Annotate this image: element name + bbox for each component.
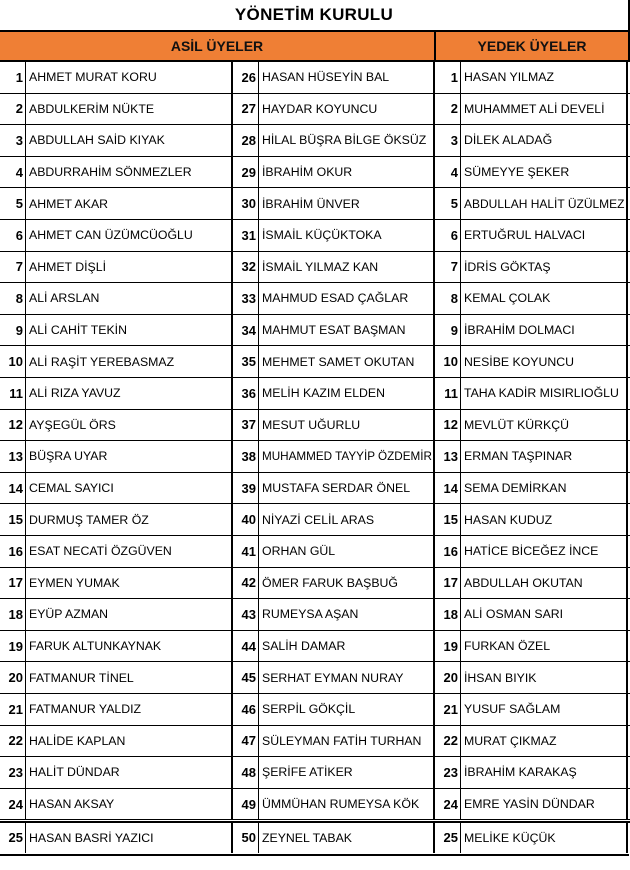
asil-left-member-number: 21: [0, 694, 26, 725]
yedek-member-name: ALİ OSMAN SARI: [461, 599, 628, 630]
asil-left-member-name: ABDURRAHİM SÖNMEZLER: [26, 157, 233, 188]
asil-left-member-name: FATMANUR YALDIZ: [26, 694, 233, 725]
asil-right-member-name: SALİH DAMAR: [259, 631, 435, 662]
table-row: [0, 378, 630, 410]
asil-right-member-name: SÜLEYMAN FATİH TURHAN: [259, 726, 435, 757]
asil-left-member-name: FARUK ALTUNKAYNAK: [26, 631, 233, 662]
asil-left-member-number: 5: [0, 188, 26, 219]
yedek-member-name: İDRİS GÖKTAŞ: [461, 252, 628, 283]
yedek-member-number: 5: [435, 188, 461, 219]
table-row: [0, 568, 630, 600]
yedek-member-name: İBRAHİM DOLMACI: [461, 315, 628, 346]
asil-left-member-name: ALİ CAHİT TEKİN: [26, 315, 233, 346]
yedek-member-number: 1: [435, 62, 461, 93]
yedek-member-number: 11: [435, 378, 461, 409]
table-row: [0, 694, 630, 726]
asil-left-member-number: 4: [0, 157, 26, 188]
yedek-member-name: SEMA DEMİRKAN: [461, 473, 628, 504]
asil-left-member-number: 24: [0, 789, 26, 820]
asil-right-member-number: 39: [233, 473, 259, 504]
asil-left-member-number: 15: [0, 504, 26, 535]
yedek-member-name: HASAN KUDUZ: [461, 504, 628, 535]
asil-right-member-number: 49: [233, 789, 259, 820]
table-row: [0, 631, 630, 663]
table-row: [0, 157, 630, 189]
asil-left-member-number: 1: [0, 62, 26, 93]
yedek-member-name: ABDULLAH HALİT ÜZÜLMEZ: [461, 188, 628, 219]
asil-right-member-number: 48: [233, 757, 259, 788]
asil-right-member-name: MUHAMMED TAYYİP ÖZDEMİR: [259, 441, 435, 472]
yedek-member-name: İBRAHİM KARAKAŞ: [461, 757, 628, 788]
asil-left-member-name: AYŞEGÜL ÖRS: [26, 410, 233, 441]
asil-left-member-number: 16: [0, 536, 26, 567]
asil-left-member-number: 25: [0, 823, 26, 853]
table-row: [0, 62, 630, 94]
asil-right-member-number: 42: [233, 568, 259, 599]
asil-right-member-number: 29: [233, 157, 259, 188]
yedek-member-name: İHSAN BIYIK: [461, 662, 628, 693]
yedek-member-name: SÜMEYYE ŞEKER: [461, 157, 628, 188]
asil-right-member-number: 50: [233, 823, 259, 853]
asil-left-member-number: 9: [0, 315, 26, 346]
asil-left-member-name: ESAT NECATİ ÖZGÜVEN: [26, 536, 233, 567]
asil-left-member-name: DURMUŞ TAMER ÖZ: [26, 504, 233, 535]
asil-right-member-name: MAHMUT ESAT BAŞMAN: [259, 315, 435, 346]
asil-left-member-name: AHMET DİŞLİ: [26, 252, 233, 283]
asil-right-member-name: İBRAHİM OKUR: [259, 157, 435, 188]
asil-left-member-number: 2: [0, 94, 26, 125]
asil-left-member-number: 11: [0, 378, 26, 409]
yedek-member-number: 10: [435, 346, 461, 377]
asil-right-member-name: MEHMET SAMET OKUTAN: [259, 346, 435, 377]
yedek-member-number: 18: [435, 599, 461, 630]
yedek-member-name: NESİBE KOYUNCU: [461, 346, 628, 377]
table-row: [0, 441, 630, 473]
asil-right-member-number: 44: [233, 631, 259, 662]
yedek-member-name: DİLEK ALADAĞ: [461, 125, 628, 156]
yedek-member-number: 20: [435, 662, 461, 693]
asil-right-member-name: İSMAİL YILMAZ KAN: [259, 252, 435, 283]
table-row: [0, 410, 630, 442]
asil-left-member-number: 20: [0, 662, 26, 693]
asil-left-member-number: 7: [0, 252, 26, 283]
asil-right-member-name: ÖMER FARUK BAŞBUĞ: [259, 568, 435, 599]
asil-right-member-name: HAYDAR KOYUNCU: [259, 94, 435, 125]
asil-right-member-number: 34: [233, 315, 259, 346]
yedek-member-name: FURKAN ÖZEL: [461, 631, 628, 662]
asil-left-member-name: HASAN BASRİ YAZICI: [26, 823, 233, 853]
asil-left-member-name: FATMANUR TİNEL: [26, 662, 233, 693]
yedek-member-name: ABDULLAH OKUTAN: [461, 568, 628, 599]
asil-left-member-name: EYÜP AZMAN: [26, 599, 233, 630]
yedek-member-name: MUHAMMET ALİ DEVELİ: [461, 94, 628, 125]
yedek-member-number: 8: [435, 283, 461, 314]
yedek-member-number: 3: [435, 125, 461, 156]
yedek-member-number: 16: [435, 536, 461, 567]
asil-right-member-name: MELİH KAZIM ELDEN: [259, 378, 435, 409]
asil-right-member-name: NİYAZİ CELİL ARAS: [259, 504, 435, 535]
table-row: [0, 315, 630, 347]
asil-left-member-name: CEMAL SAYICI: [26, 473, 233, 504]
asil-right-member-name: MESUT UĞURLU: [259, 410, 435, 441]
yedek-member-number: 14: [435, 473, 461, 504]
asil-right-member-number: 33: [233, 283, 259, 314]
asil-left-member-name: ALİ RAŞİT YEREBASMAZ: [26, 346, 233, 377]
table-row: [0, 662, 630, 694]
asil-right-member-number: 40: [233, 504, 259, 535]
asil-left-member-number: 18: [0, 599, 26, 630]
asil-right-member-number: 30: [233, 188, 259, 219]
asil-right-member-number: 41: [233, 536, 259, 567]
asil-left-member-number: 13: [0, 441, 26, 472]
asil-right-member-number: 43: [233, 599, 259, 630]
yedek-member-name: HASAN YILMAZ: [461, 62, 628, 93]
asil-left-member-name: HALİT DÜNDAR: [26, 757, 233, 788]
table-row: [0, 220, 630, 252]
asil-left-member-name: AHMET AKAR: [26, 188, 233, 219]
asil-left-member-number: 10: [0, 346, 26, 377]
yedek-member-name: HATİCE BİCEĞEZ İNCE: [461, 536, 628, 567]
yedek-member-number: 24: [435, 789, 461, 820]
asil-left-member-number: 23: [0, 757, 26, 788]
asil-left-member-name: AHMET CAN ÜZÜMCÜOĞLU: [26, 220, 233, 251]
asil-right-member-number: 35: [233, 346, 259, 377]
yedek-member-name: MURAT ÇIKMAZ: [461, 726, 628, 757]
asil-right-member-name: İSMAİL KÜÇÜKTOKA: [259, 220, 435, 251]
table-row: [0, 504, 630, 536]
asil-left-member-number: 17: [0, 568, 26, 599]
asil-left-member-number: 22: [0, 726, 26, 757]
yedek-member-number: 4: [435, 157, 461, 188]
asil-right-member-name: SERHAT EYMAN NURAY: [259, 662, 435, 693]
table-row: [0, 821, 630, 853]
yedek-member-number: 13: [435, 441, 461, 472]
asil-left-member-name: EYMEN YUMAK: [26, 568, 233, 599]
asil-left-member-number: 19: [0, 631, 26, 662]
yedek-member-number: 17: [435, 568, 461, 599]
asil-right-member-name: İBRAHİM ÜNVER: [259, 188, 435, 219]
asil-right-member-number: 46: [233, 694, 259, 725]
yedek-member-number: 25: [435, 823, 461, 853]
table-row: [0, 188, 630, 220]
yedek-member-name: MEVLÜT KÜRKÇÜ: [461, 410, 628, 441]
asil-right-member-number: 27: [233, 94, 259, 125]
yedek-member-name: MELİKE KÜÇÜK: [461, 823, 628, 853]
page-title: YÖNETİM KURULU: [0, 0, 630, 30]
asil-left-member-name: AHMET MURAT KORU: [26, 62, 233, 93]
yedek-member-number: 22: [435, 726, 461, 757]
table-row: [0, 789, 630, 821]
table-row: [0, 94, 630, 126]
yedek-member-number: 19: [435, 631, 461, 662]
yedek-member-name: ERTUĞRUL HALVACI: [461, 220, 628, 251]
yedek-member-number: 21: [435, 694, 461, 725]
asil-right-member-number: 38: [233, 441, 259, 472]
asil-right-member-name: RUMEYSA AŞAN: [259, 599, 435, 630]
asil-left-member-number: 8: [0, 283, 26, 314]
asil-right-member-name: ZEYNEL TABAK: [259, 823, 435, 853]
asil-right-member-name: MUSTAFA SERDAR ÖNEL: [259, 473, 435, 504]
asil-left-member-name: ALİ ARSLAN: [26, 283, 233, 314]
asil-right-member-name: HASAN HÜSEYİN BAL: [259, 62, 435, 93]
yedek-member-number: 12: [435, 410, 461, 441]
asil-left-member-name: HASAN AKSAY: [26, 789, 233, 820]
yedek-member-number: 9: [435, 315, 461, 346]
yedek-member-name: KEMAL ÇOLAK: [461, 283, 628, 314]
table-row: [0, 346, 630, 378]
yedek-member-name: ERMAN TAŞPINAR: [461, 441, 628, 472]
asil-right-member-number: 32: [233, 252, 259, 283]
table-row: [0, 125, 630, 157]
yedek-member-name: EMRE YASİN DÜNDAR: [461, 789, 628, 820]
table-row: [0, 473, 630, 505]
asil-left-member-name: BÜŞRA UYAR: [26, 441, 233, 472]
asil-right-member-name: HİLAL BÜŞRA BİLGE ÖKSÜZ: [259, 125, 435, 156]
asil-right-member-number: 37: [233, 410, 259, 441]
asil-right-member-name: SERPİL GÖKÇİL: [259, 694, 435, 725]
asil-right-member-number: 26: [233, 62, 259, 93]
table-header: [0, 30, 630, 62]
asil-right-member-name: MAHMUD ESAD ÇAĞLAR: [259, 283, 435, 314]
yedek-member-number: 7: [435, 252, 461, 283]
yedek-member-name: TAHA KADİR MISIRLIOĞLU: [461, 378, 628, 409]
yedek-member-number: 15: [435, 504, 461, 535]
asil-left-member-number: 3: [0, 125, 26, 156]
asil-left-member-name: ALİ RIZA YAVUZ: [26, 378, 233, 409]
asil-left-member-number: 12: [0, 410, 26, 441]
table-row: [0, 283, 630, 315]
asil-left-member-name: ABDULLAH SAİD KIYAK: [26, 125, 233, 156]
asil-right-member-number: 28: [233, 125, 259, 156]
yedek-member-name: YUSUF SAĞLAM: [461, 694, 628, 725]
asil-right-member-number: 45: [233, 662, 259, 693]
table-row: [0, 536, 630, 568]
asil-right-member-name: ÜMMÜHAN RUMEYSA KÖK: [259, 789, 435, 820]
asil-right-member-name: ŞERİFE ATİKER: [259, 757, 435, 788]
yedek-member-number: 23: [435, 757, 461, 788]
header-asil-members: ASİL ÜYELER: [0, 32, 436, 60]
asil-right-member-number: 36: [233, 378, 259, 409]
asil-right-member-number: 31: [233, 220, 259, 251]
asil-right-member-name: ORHAN GÜL: [259, 536, 435, 567]
asil-left-member-number: 6: [0, 220, 26, 251]
yedek-member-number: 6: [435, 220, 461, 251]
asil-left-member-name: ABDULKERİM NÜKTE: [26, 94, 233, 125]
asil-left-member-number: 14: [0, 473, 26, 504]
asil-right-member-number: 47: [233, 726, 259, 757]
table-row: [0, 726, 630, 758]
table-row: [0, 757, 630, 789]
header-substitute-members: YEDEK ÜYELER: [436, 32, 630, 60]
asil-left-member-name: HALİDE KAPLAN: [26, 726, 233, 757]
table-row: [0, 599, 630, 631]
table-row: [0, 252, 630, 284]
yedek-member-number: 2: [435, 94, 461, 125]
